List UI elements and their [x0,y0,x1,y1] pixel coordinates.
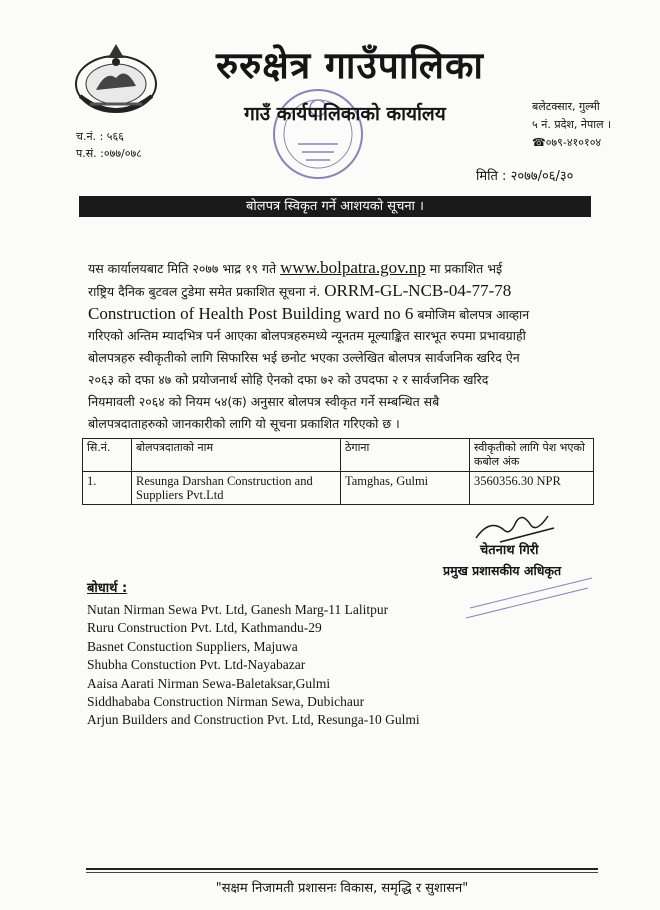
reference-number: च.नं. : ५६६ [76,130,124,143]
designation-stamp [452,568,602,620]
body-line-3 [88,304,529,324]
table-header: बोलपत्रदाताको नाम [132,439,341,472]
table-cell: Tamghas, Gulmi [341,472,470,505]
office-subtitle: गाउँ कार्यपालिकाको कार्यालय [244,103,446,125]
table-cell: 1. [83,472,132,505]
signer-name: चेतनाथ गिरी [480,543,539,558]
list-item: Aaisa Aarati Nirman Sewa-Baletaksar,Gulmi [87,675,331,691]
list-item: Nutan Nirman Sewa Pvt. Ltd, Ganesh Marg-11 Lalitpur [87,602,389,617]
body-text: यस कार्यालयबाट मिति २०७७ भाद्र १९ गते [88,261,277,276]
list-item: Siddhababa Construction Nirman Sewa, Dubichaur [87,694,365,710]
fiscal-year: प.सं. :०७७/०७८ [76,147,142,160]
project-name: Construction of Health Post Building ward no 6 [88,304,414,323]
footer-rule [86,868,598,870]
body-line-8: बोलपत्रदाताहरुको जानकारीको लागि यो सूचना प्रकाशित गरिएको छ । [88,416,400,431]
body-line-6: २०६३ को दफा ४७ को प्रयोजनार्थ सोहि ऐनको दफा ७२ को उपदफा २ र सार्वजनिक खरिद [88,372,489,387]
footer-motto: "सक्षम निजामती प्रशासनः विकास, समृद्धि र सुशासन" [215,881,469,896]
office-address [532,98,611,152]
body-line-2 [88,281,511,301]
table-row [83,472,594,505]
list-item: Ruru Construction Pvt. Ltd, Kathmandu-29 [87,620,322,636]
bidder-table [82,438,594,505]
table-cell: Resunga Darshan Construction and Suppliers Pvt.Ltd [132,472,341,505]
table-cell: 3560356.30 NPR [470,472,594,505]
cc-heading: बोधार्थ : [87,581,128,596]
office-round-stamp [268,84,368,184]
municipality-title: रुरुक्षेत्र गाउँपालिका [215,44,485,87]
footer-rule [86,872,598,873]
notice-code: ORRM-GL-NCB-04-77-78 [324,281,512,300]
address-line: बलेटक्सार, गुल्मी [532,100,600,113]
website-link[interactable]: www.bolpatra.gov.np [280,258,426,277]
body-line-1 [88,258,502,278]
notice-banner-title: बोलपत्र स्विकृत गर्ने आशयको सूचना । [246,199,424,214]
notice-date: मिति : २०७७/०६/३० [476,169,574,184]
phone-number: ☎०७९-४१०१०४ [532,136,602,149]
list-item: Arjun Builders and Construction Pvt. Ltd, Resunga-10 Gulmi [87,712,420,728]
table-header: ठेगाना [341,439,470,472]
address-line: ५ नं. प्रदेश, नेपाल । [532,118,612,131]
body-text: बमोजिम बोलपत्र आव्हान [417,307,530,322]
signer-title: प्रमुख प्रशासकीय अधिकृत [443,563,562,578]
table-header: सि.नं. [83,439,132,472]
table-header-row [83,439,594,472]
list-item: Shubha Constuction Pvt. Ltd-Nayabazar [87,657,306,673]
reference-block [76,128,142,162]
table-header: स्वीकृतीको लागि पेश भएको कबोल अंक [470,439,594,472]
body-line-4: गरिएको अन्तिम म्यादभित्र पर्न आएका बोलपत्रहरुमध्ये न्यूनतम मूल्याङ्कित सारभूत रुपमा प्रभावग्राही [88,328,526,343]
body-text: राष्ट्रिय दैनिक बुटवल टुडेमा समेत प्रकाशित सूचना नं. [88,284,321,299]
body-line-5: बोलपत्रहरु स्वीकृतीको लागि सिफारिस भई छनोट भएका उल्लेखित बोलपत्र सार्वजनिक खरिद ऐन [88,350,520,365]
cc-list [87,601,420,730]
list-item: Basnet Constuction Suppliers, Majuwa [87,638,298,654]
body-line-7: नियमावली २०६४ को नियम ५४(क) अनुसार बोलपत्र स्वीकृत गर्ने सम्बन्धित सबै [88,394,440,409]
body-text: मा प्रकाशित भई [429,261,503,276]
nepal-emblem-logo [70,40,162,118]
